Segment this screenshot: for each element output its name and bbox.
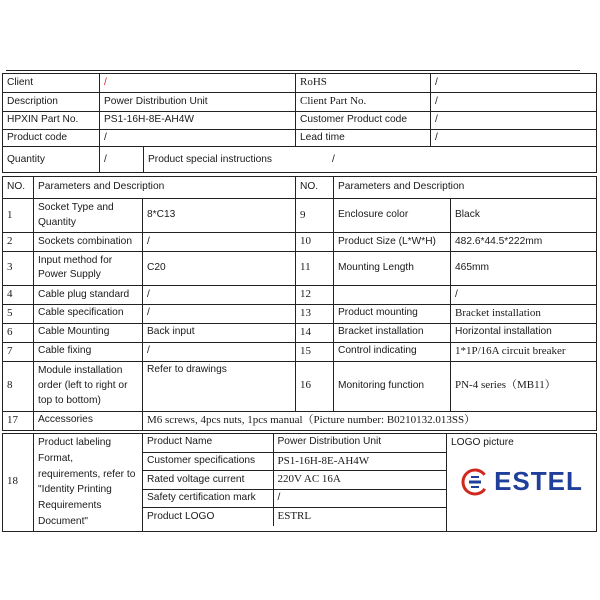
field-label: Product LOGO [143,508,273,526]
field-label: Safety certification mark [143,490,273,508]
client-part-label: Client Part No. [296,92,431,111]
product-code-value: / [100,129,296,147]
row-no-2: 15 [296,342,334,361]
row-value-2: Bracket installation [451,304,597,323]
table-row [3,233,597,252]
row-name: Cable specification [34,304,143,323]
special-label: Product special instructions [143,147,324,172]
field-label: Customer specifications [143,452,273,471]
row-no: 3 [3,251,34,285]
field-value: PS1-16H-8E-AH4W [273,452,447,471]
accessories-row [3,411,597,430]
param-header-2: Parameters and Description [334,177,597,199]
row-value: Refer to drawings [143,361,296,411]
row-no: 4 [3,285,34,304]
field-value: ESTRL [273,508,447,526]
row-no-2: 13 [296,304,334,323]
row-value: Back input [143,323,296,342]
row-name-2: Bracket installation [334,323,451,342]
row-no-2: 10 [296,233,334,252]
description-row [3,92,597,111]
hpxin-part-label: HPXIN Part No. [3,111,100,129]
row-no: 8 [3,361,34,411]
row-value-2: 465mm [451,251,597,285]
table-row [3,323,597,342]
table-row [3,342,597,361]
field-value: Power Distribution Unit [273,434,447,452]
rohs-label: RoHS [296,74,431,93]
logo-text: ESTEL [494,465,583,496]
estel-logo-icon [460,467,490,497]
accessories-label: Accessories [34,411,143,430]
list-item [143,452,447,471]
field-value: 220V AC 16A [273,471,447,490]
field-value: / [273,490,447,508]
list-item [143,490,447,508]
row-name: Cable plug standard [34,285,143,304]
lead-time-label: Lead time [296,129,431,147]
field-label: Product Name [143,434,273,452]
row-no-2: 14 [296,323,334,342]
client-row [3,74,597,93]
no-header-2: NO. [296,177,334,199]
row-no: 1 [3,199,34,233]
row-name: Module installation order (left to right or top to bottom) [34,361,143,411]
row-no-2: 16 [296,361,334,411]
row-name: Sockets combination [34,233,143,252]
row-name-2: Mounting Length [334,251,451,285]
labeling-fields [143,434,447,532]
row-no-2: 12 [296,285,334,304]
row-value-2: 1*1P/16A circuit breaker [451,342,597,361]
row-value-2: 482.6*44.5*222mm [451,233,597,252]
row-name-2 [334,285,451,304]
table-row [3,304,597,323]
row-no-2: 9 [296,199,334,233]
logo-label: LOGO picture [451,437,514,448]
row-name-2: Product mounting [334,304,451,323]
logo-cell [447,434,597,532]
rohs-value: / [431,74,597,93]
params-header-row [3,177,597,199]
quantity-value: / [104,153,107,165]
field-label: Rated voltage current [143,471,273,490]
top-rule [6,70,580,71]
list-item [143,471,447,490]
row-value-2: Black [451,199,597,233]
client-value: / [100,74,296,93]
table-row [3,361,597,411]
customer-code-label: Customer Product code [296,111,431,129]
row-value-2: PN-4 series（MB11） [451,361,597,411]
row-no-2: 11 [296,251,334,285]
row-name-2: Monitoring function [334,361,451,411]
row-value: / [143,285,296,304]
row-no: 5 [3,304,34,323]
customer-code-value: / [431,111,597,129]
table-row [3,199,597,233]
hpxin-part-row [3,111,597,129]
row-value-2: / [451,285,597,304]
client-part-value: / [431,92,597,111]
no-header: NO. [3,177,34,199]
accessories-value: M6 screws, 4pcs nuts, 1pcs manual（Picture number: B0210132.013SS） [143,411,597,430]
client-label: Client [3,74,100,93]
row-name: Cable fixing [34,342,143,361]
list-item [143,434,447,452]
row-value: / [143,233,296,252]
accessories-no: 17 [3,411,34,430]
row-value-2: Horizontal installation [451,323,597,342]
row-name-2: Control indicating [334,342,451,361]
row-no: 2 [3,233,34,252]
description-value: Power Distribution Unit [100,92,296,111]
row-value: / [143,304,296,323]
labeling-no: 18 [3,434,34,532]
labeling-table [2,433,597,532]
row-name: Socket Type and Quantity [34,199,143,233]
lead-time-value: / [431,129,597,147]
labeling-description: Product labeling Format, requirements, refer to "Identity Printing Requirements Document" [34,434,143,532]
list-item [143,508,447,526]
quantity-row [3,147,597,173]
hpxin-part-value: PS1-16H-8E-AH4W [100,111,296,129]
labeling-row [3,434,597,532]
table-row [3,251,597,285]
table-row [3,285,597,304]
row-name: Input method for Power Supply [34,251,143,285]
row-value: C20 [143,251,296,285]
row-name-2: Enclosure color [334,199,451,233]
quantity-label: Quantity [3,147,100,173]
header-info-table [2,73,597,173]
quantity-special-cell [100,147,597,173]
special-value: / [332,153,335,165]
row-no: 6 [3,323,34,342]
row-name: Cable Mounting [34,323,143,342]
product-code-row [3,129,597,147]
row-value: / [143,342,296,361]
parameters-table [2,176,597,431]
row-no: 7 [3,342,34,361]
labeling-fields-table [143,434,447,526]
description-label: Description [3,92,100,111]
row-name-2: Product Size (L*W*H) [334,233,451,252]
row-value: 8*C13 [143,199,296,233]
product-code-label: Product code [3,129,100,147]
param-header: Parameters and Description [34,177,296,199]
estel-logo [451,463,592,501]
